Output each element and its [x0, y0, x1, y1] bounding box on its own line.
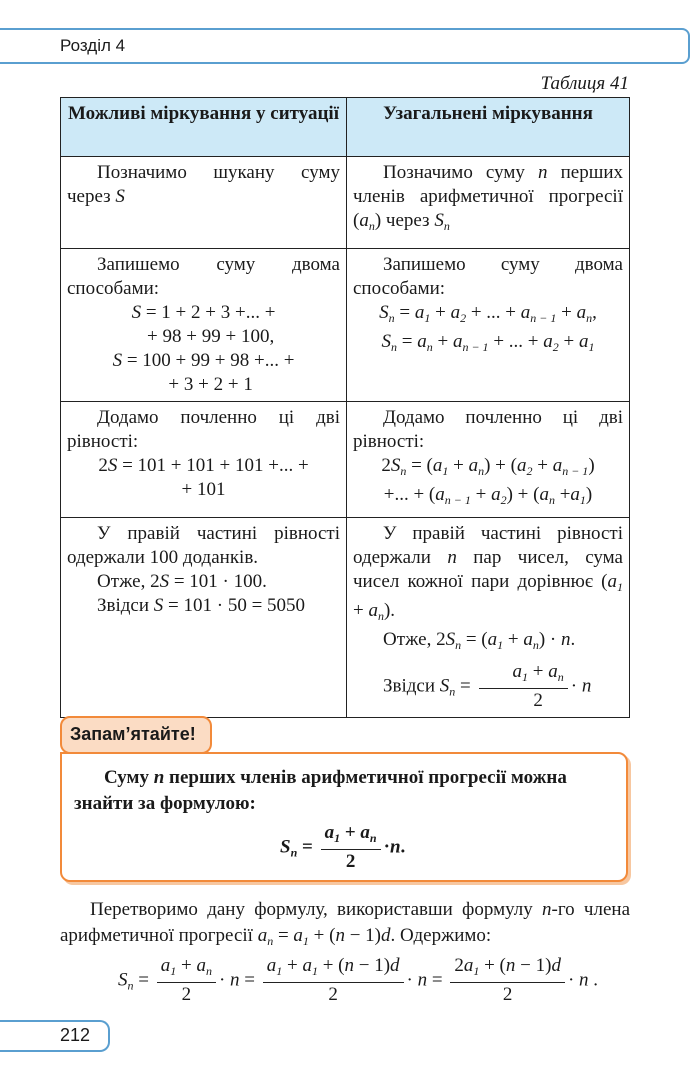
- row3-left: Додамо почленно ці дві рівності: 2S = 101 + 101 + 101 +... + + 101: [61, 402, 347, 518]
- table-row: [61, 157, 630, 249]
- row2-right: Запишемо суму двома способами: $S_n = a_1 + a_2$ + ... + $a_{n - 1} + a_n$, $S_n = a_n + a_{n - 1}$ + ... + $a_2 + a_1$: [347, 249, 630, 402]
- page-number-box: [0, 1020, 110, 1052]
- row4-left: У правій частині рівності одержали 100 доданків. Отже, 2S = 101 · 100. Звідси S = 101 · 50 = 5050: [61, 518, 347, 718]
- table-row: [61, 518, 630, 718]
- reasoning-table: [60, 97, 630, 718]
- paragraph: Перетворимо дану формулу, використавши формулу n-го члена арифметичної прогресії $a_n = a_1 + (n - 1)d$. Одержимо:: [60, 899, 631, 948]
- row1-right: Позначимо суму n перших членів арифметичної прогресії $(a_n)$ через $S_n$: [347, 157, 630, 249]
- table-row: [61, 402, 630, 518]
- remember-text: Суму n перших членів арифметичної прогресії можна знайти за формулою:: [74, 767, 567, 814]
- section-title: Розділ 4: [60, 36, 126, 55]
- col2-header: Узагальнені міркування: [347, 98, 630, 157]
- table-caption: Таблиця 41: [540, 73, 629, 94]
- col1-header: Можливі міркування у ситуації: [61, 98, 347, 157]
- final-formula: $S_n$ = $\frac{a_1 + a_n}{2}$ · n = $\frac{a_1 + a_1 + (n - 1)d}{2}$ · n = $\frac{2a_1 + (n - 1)d}{2}$ · n .: [118, 955, 599, 1005]
- row1-left: Позначимо шукану суму через S: [61, 157, 347, 249]
- remember-label: Запам’ятайте!: [70, 724, 196, 744]
- row4-right: У правій частині рівності одержали n пар чисел, сума чисел кожної пари дорівнює $(a_1 + a_n)$. Отже, $2S_n = (a_1 + a_n) \cdot n$. Звідси $S_n$ = $\frac{a_1 + a_n}{2}$ · n: [347, 518, 630, 718]
- sum-formula: $S_n$ = $\frac{a_1 + a_n}{2}$ ·n.: [280, 822, 406, 872]
- row3-right: Додамо почленно ці дві рівності: $2S_n = (a_1 + a_n) + (a_2 + a_{n - 1})$ +... + $(a_{n - 1} + a_2) + (a_n +a_1)$: [347, 402, 630, 518]
- table-header-row: [61, 98, 630, 157]
- row2-left: Запишемо суму двома способами: S = 1 + 2 + 3 +... + + 98 + 99 + 100, S = 100 + 99 + 98 +... + + 3 + 2 + 1: [61, 249, 347, 402]
- table-row: [61, 249, 630, 402]
- page-number: 212: [60, 1025, 91, 1045]
